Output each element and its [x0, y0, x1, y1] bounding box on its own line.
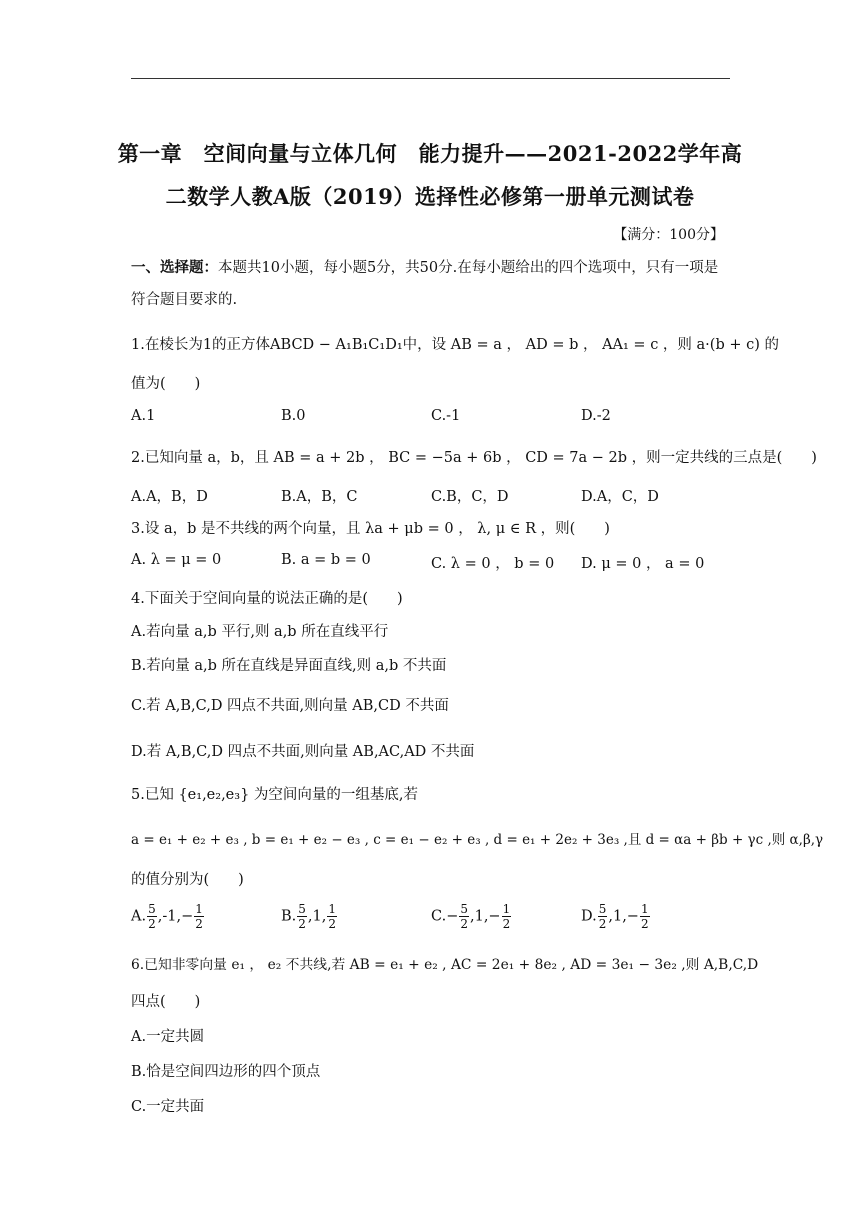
question-1-option-d: D.-2 [581, 408, 611, 424]
question-5-option-a-label: A. [131, 908, 147, 925]
fraction: $\frac{1}{2}$ [502, 902, 511, 931]
question-5-option-a: A. $\frac{5}{2}$ ,-1,− $\frac{1}{2}$ [131, 902, 203, 931]
question-4-option-b: B.若向量 a,b 所在直线是异面直线,则 a,b 不共面 [131, 658, 447, 674]
question-5-option-d: D. $\frac{5}{2}$ ,1,− $\frac{1}{2}$ [581, 902, 649, 931]
doc-title-line-1: 第一章 空间向量与立体几何 能力提升——2021-2022学年高 [117, 141, 743, 166]
question-3-option-d: D. μ = 0 ， a = 0 [581, 556, 705, 572]
question-5-stem-cont: a = e₁ + e₂ + e₃ , b = e₁ + e₂ − e₃ , c = e₁ − e₂ + e₃ , d = e₁ + 2e₂ + 3e₃ ,且 d = αa + βb + γc ,则 α,β,γ [131, 832, 824, 848]
fraction: $\frac{1}{2}$ [328, 902, 336, 931]
question-6-stem: 6.已知非零向量 e₁ ， e₂ 不共线,若 AB = e₁ + e₂ , AC = 2e₁ + 8e₂ , AD = 3e₁ − 3e₂ ,则 A,B,C,D [131, 957, 759, 973]
question-4-option-c: C.若 A,B,C,D 四点不共面,则向量 AB,CD 不共面 [131, 698, 449, 714]
question-5-option-c-label: C. [431, 908, 447, 925]
question-4-option-a: A.若向量 a,b 平行,则 a,b 所在直线平行 [131, 624, 389, 640]
question-1-option-b: B.0 [281, 408, 306, 424]
question-6-option-a: A.一定共圆 [131, 1029, 205, 1045]
question-3-option-b: B. a = b = 0 [281, 552, 371, 568]
question-2-stem: 2.已知向量 a，b，且 AB = a + 2b ， BC = −5a + 6b ， CD = 7a − 2b ，则一定共线的三点是( ) [131, 450, 817, 466]
fraction: $\frac{5}{2}$ [460, 902, 468, 931]
fraction: $\frac{5}{2}$ [148, 902, 156, 931]
question-2-option-c: C.B，C，D [431, 489, 509, 505]
question-2-option-b: B.A，B，C [281, 489, 358, 505]
question-4-stem: 4.下面关于空间向量的说法正确的是( ) [131, 591, 403, 607]
fraction: $\frac{5}{2}$ [598, 902, 607, 931]
question-1-stem-cont: 值为( ) [131, 376, 201, 392]
fraction: $\frac{1}{2}$ [640, 902, 649, 931]
section-heading-bold: 一、选择题： [131, 259, 218, 276]
doc-title-line-2: 二数学人教A版（2019）选择性必修第一册单元测试卷 [165, 184, 695, 209]
question-3-stem: 3.设 a，b 是不共线的两个向量，且 λa + μb = 0 ， λ, μ ∈ R ，则( ) [131, 521, 610, 537]
section-heading-text: 本题共10小题，每小题5分，共50分.在每小题给出的四个选项中，只有一项是符合题目要求的. [131, 260, 719, 308]
fraction: $\frac{1}{2}$ [195, 902, 203, 931]
full-score-label: 【满分：100分】 [613, 227, 724, 243]
question-6-option-c: C.一定共面 [131, 1099, 205, 1115]
question-1-option-c: C.-1 [431, 408, 461, 424]
question-2-option-a: A.A，B，D [131, 489, 208, 505]
question-6-option-b: B.恰是空间四边形的四个顶点 [131, 1064, 321, 1080]
question-1-stem: 1.在棱长为1的正方体ABCD − A₁B₁C₁D₁中，设 AB = a ， AD = b ， AA₁ = c ，则 a·(b + c) 的 [131, 337, 779, 353]
question-5-stem: 5.已知 {e₁,e₂,e₃} 为空间向量的一组基底,若 [131, 787, 419, 803]
question-1-option-a: A.1 [131, 408, 156, 424]
question-3-option-c: C. λ = 0 ， b = 0 [431, 556, 555, 572]
section-heading [131, 252, 731, 316]
question-4-option-d: D.若 A,B,C,D 四点不共面,则向量 AB,AC,AD 不共面 [131, 744, 475, 760]
question-5-option-c: C.− $\frac{5}{2}$ ,1,− $\frac{1}{2}$ [431, 902, 511, 931]
question-2-option-d: D.A，C，D [581, 489, 659, 505]
question-5-option-b-label: B. [281, 908, 297, 925]
question-5-option-d-label: D. [581, 908, 597, 925]
question-3-option-a: A. λ = μ = 0 [131, 552, 222, 568]
fraction: $\frac{5}{2}$ [298, 902, 306, 931]
header-rule [131, 78, 730, 79]
question-5-option-b: B. $\frac{5}{2}$ ,1, $\frac{1}{2}$ [281, 902, 336, 931]
question-5-stem-cont2: 的值分别为( ) [131, 872, 244, 888]
question-6-stem-cont: 四点( ) [131, 994, 201, 1010]
